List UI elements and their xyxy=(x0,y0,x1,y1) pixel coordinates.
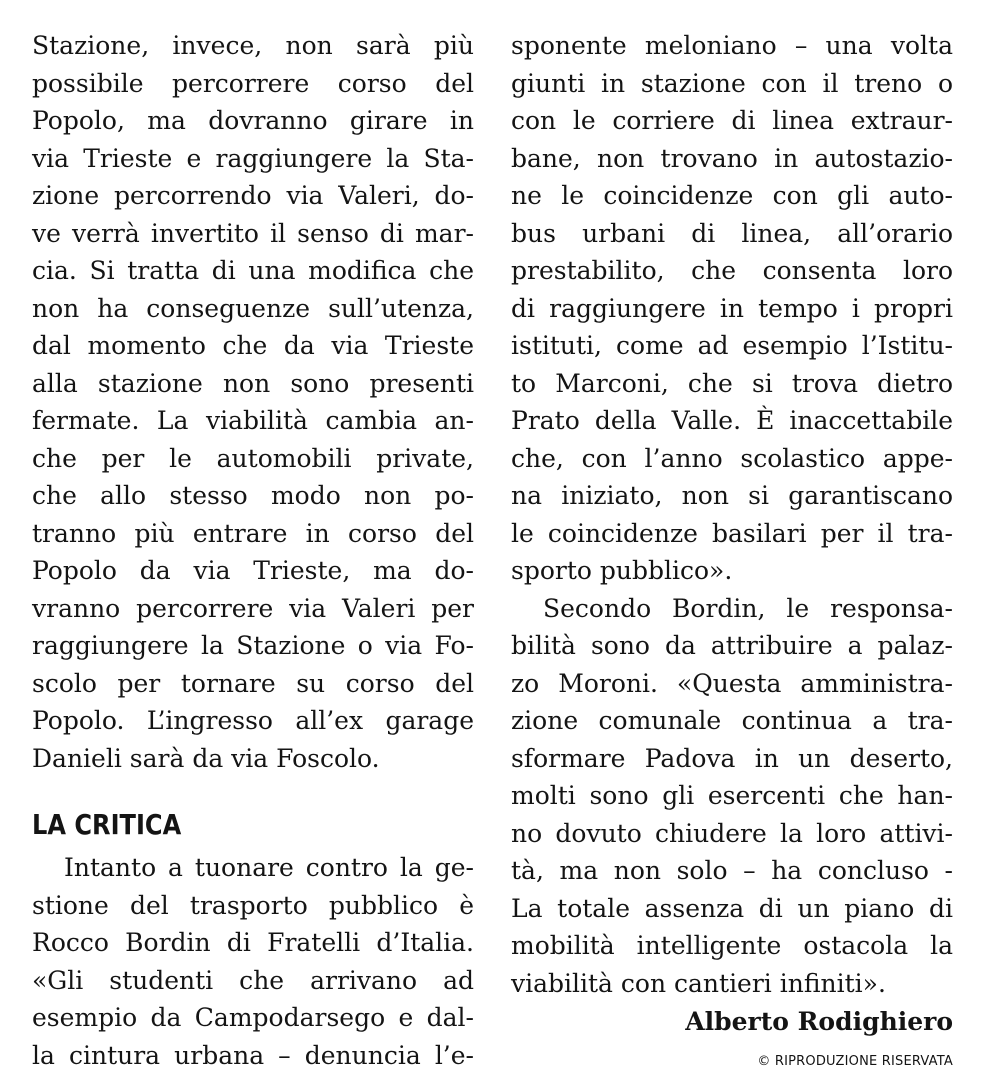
text-line: bilità sono da attribuire a palaz- xyxy=(511,627,953,665)
text-line: con le corriere di linea extraur- xyxy=(511,102,953,140)
author-byline: Alberto Rodighiero xyxy=(511,1002,953,1042)
text-line: sformare Padova in un deserto, xyxy=(511,740,953,778)
text-line: Popolo, ma dovranno girare in xyxy=(32,102,474,140)
copyright-notice: © RIPRODUZIONE RISERVATA xyxy=(511,1050,953,1074)
text-line: che per le automobili private, xyxy=(32,440,474,478)
text-line: zione comunale continua a tra- xyxy=(511,702,953,740)
text-line: giunti in stazione con il treno o xyxy=(511,65,953,103)
text-line: no dovuto chiudere la loro attivi- xyxy=(511,815,953,853)
text-line: via Trieste e raggiungere la Sta- xyxy=(32,140,474,178)
text-line: Intanto a tuonare contro la ge- xyxy=(32,849,474,887)
paragraph-criticism xyxy=(32,849,474,1074)
text-line: na iniziato, non si garantiscano xyxy=(511,477,953,515)
text-line: raggiungere la Stazione o via Fo- xyxy=(32,627,474,665)
text-line: Popolo da via Trieste, ma do- xyxy=(32,552,474,590)
text-line: la cintura urbana – denuncia l’e- xyxy=(32,1037,474,1074)
text-line: esempio da Campodarsego e dal- xyxy=(32,999,474,1037)
text-line: zo Moroni. «Questa amministra- xyxy=(511,665,953,703)
text-line: Danieli sarà da via Foscolo. xyxy=(32,740,474,778)
text-line: «Gli studenti che arrivano ad xyxy=(32,962,474,1000)
text-line: Stazione, invece, non sarà più xyxy=(32,27,474,65)
text-line: to Marconi, che si trova dietro xyxy=(511,365,953,403)
paragraph-students-quote xyxy=(511,27,953,590)
text-line: possibile percorrere corso del xyxy=(32,65,474,103)
text-line: sponente meloniano – una volta xyxy=(511,27,953,65)
text-line: Prato della Valle. È inaccettabile xyxy=(511,402,953,440)
text-line: bus urbani di linea, all’orario xyxy=(511,215,953,253)
text-line: sporto pubblico». xyxy=(511,552,953,590)
paragraph-gap xyxy=(32,777,474,803)
text-line: Popolo. L’ingresso all’ex garage xyxy=(32,702,474,740)
text-line: non ha conseguenze sull’utenza, xyxy=(32,290,474,328)
text-line: Rocco Bordin di Fratelli d’Italia. xyxy=(32,924,474,962)
section-subheading: LA CRITICA xyxy=(32,803,412,847)
text-line: che allo stesso modo non po- xyxy=(32,477,474,515)
text-line: scolo per tornare su corso del xyxy=(32,665,474,703)
text-line: Secondo Bordin, le responsa- xyxy=(511,590,953,628)
text-line: di raggiungere in tempo i propri xyxy=(511,290,953,328)
text-line: ve verrà invertito il senso di mar- xyxy=(32,215,474,253)
text-line: stione del trasporto pubblico è xyxy=(32,887,474,925)
text-line: prestabilito, che consenta loro xyxy=(511,252,953,290)
text-line: dal momento che da via Trieste xyxy=(32,327,474,365)
text-line: cia. Si tratta di una modifica che xyxy=(32,252,474,290)
text-line: alla stazione non sono presenti xyxy=(32,365,474,403)
paragraph-station-traffic xyxy=(32,27,474,777)
text-line: molti sono gli esercenti che han- xyxy=(511,777,953,815)
paragraph-bordin xyxy=(511,590,953,1003)
text-line: bane, non trovano in autostazio- xyxy=(511,140,953,178)
text-line: zione percorrendo via Valeri, do- xyxy=(32,177,474,215)
text-line: le coincidenze basilari per il tra- xyxy=(511,515,953,553)
right-column xyxy=(511,27,953,1074)
text-line: La totale assenza di un piano di xyxy=(511,890,953,928)
text-line: tà, ma non solo – ha concluso - xyxy=(511,852,953,890)
text-line: vranno percorrere via Valeri per xyxy=(32,590,474,628)
text-line: ne le coincidenze con gli auto- xyxy=(511,177,953,215)
text-line: viabilità con cantieri infiniti». xyxy=(511,965,953,1003)
text-line: istituti, come ad esempio l’Istitu- xyxy=(511,327,953,365)
text-line: fermate. La viabilità cambia an- xyxy=(32,402,474,440)
left-column xyxy=(32,27,474,1074)
text-line: mobilità intelligente ostacola la xyxy=(511,927,953,965)
text-line: tranno più entrare in corso del xyxy=(32,515,474,553)
text-line: che, con l’anno scolastico appe- xyxy=(511,440,953,478)
